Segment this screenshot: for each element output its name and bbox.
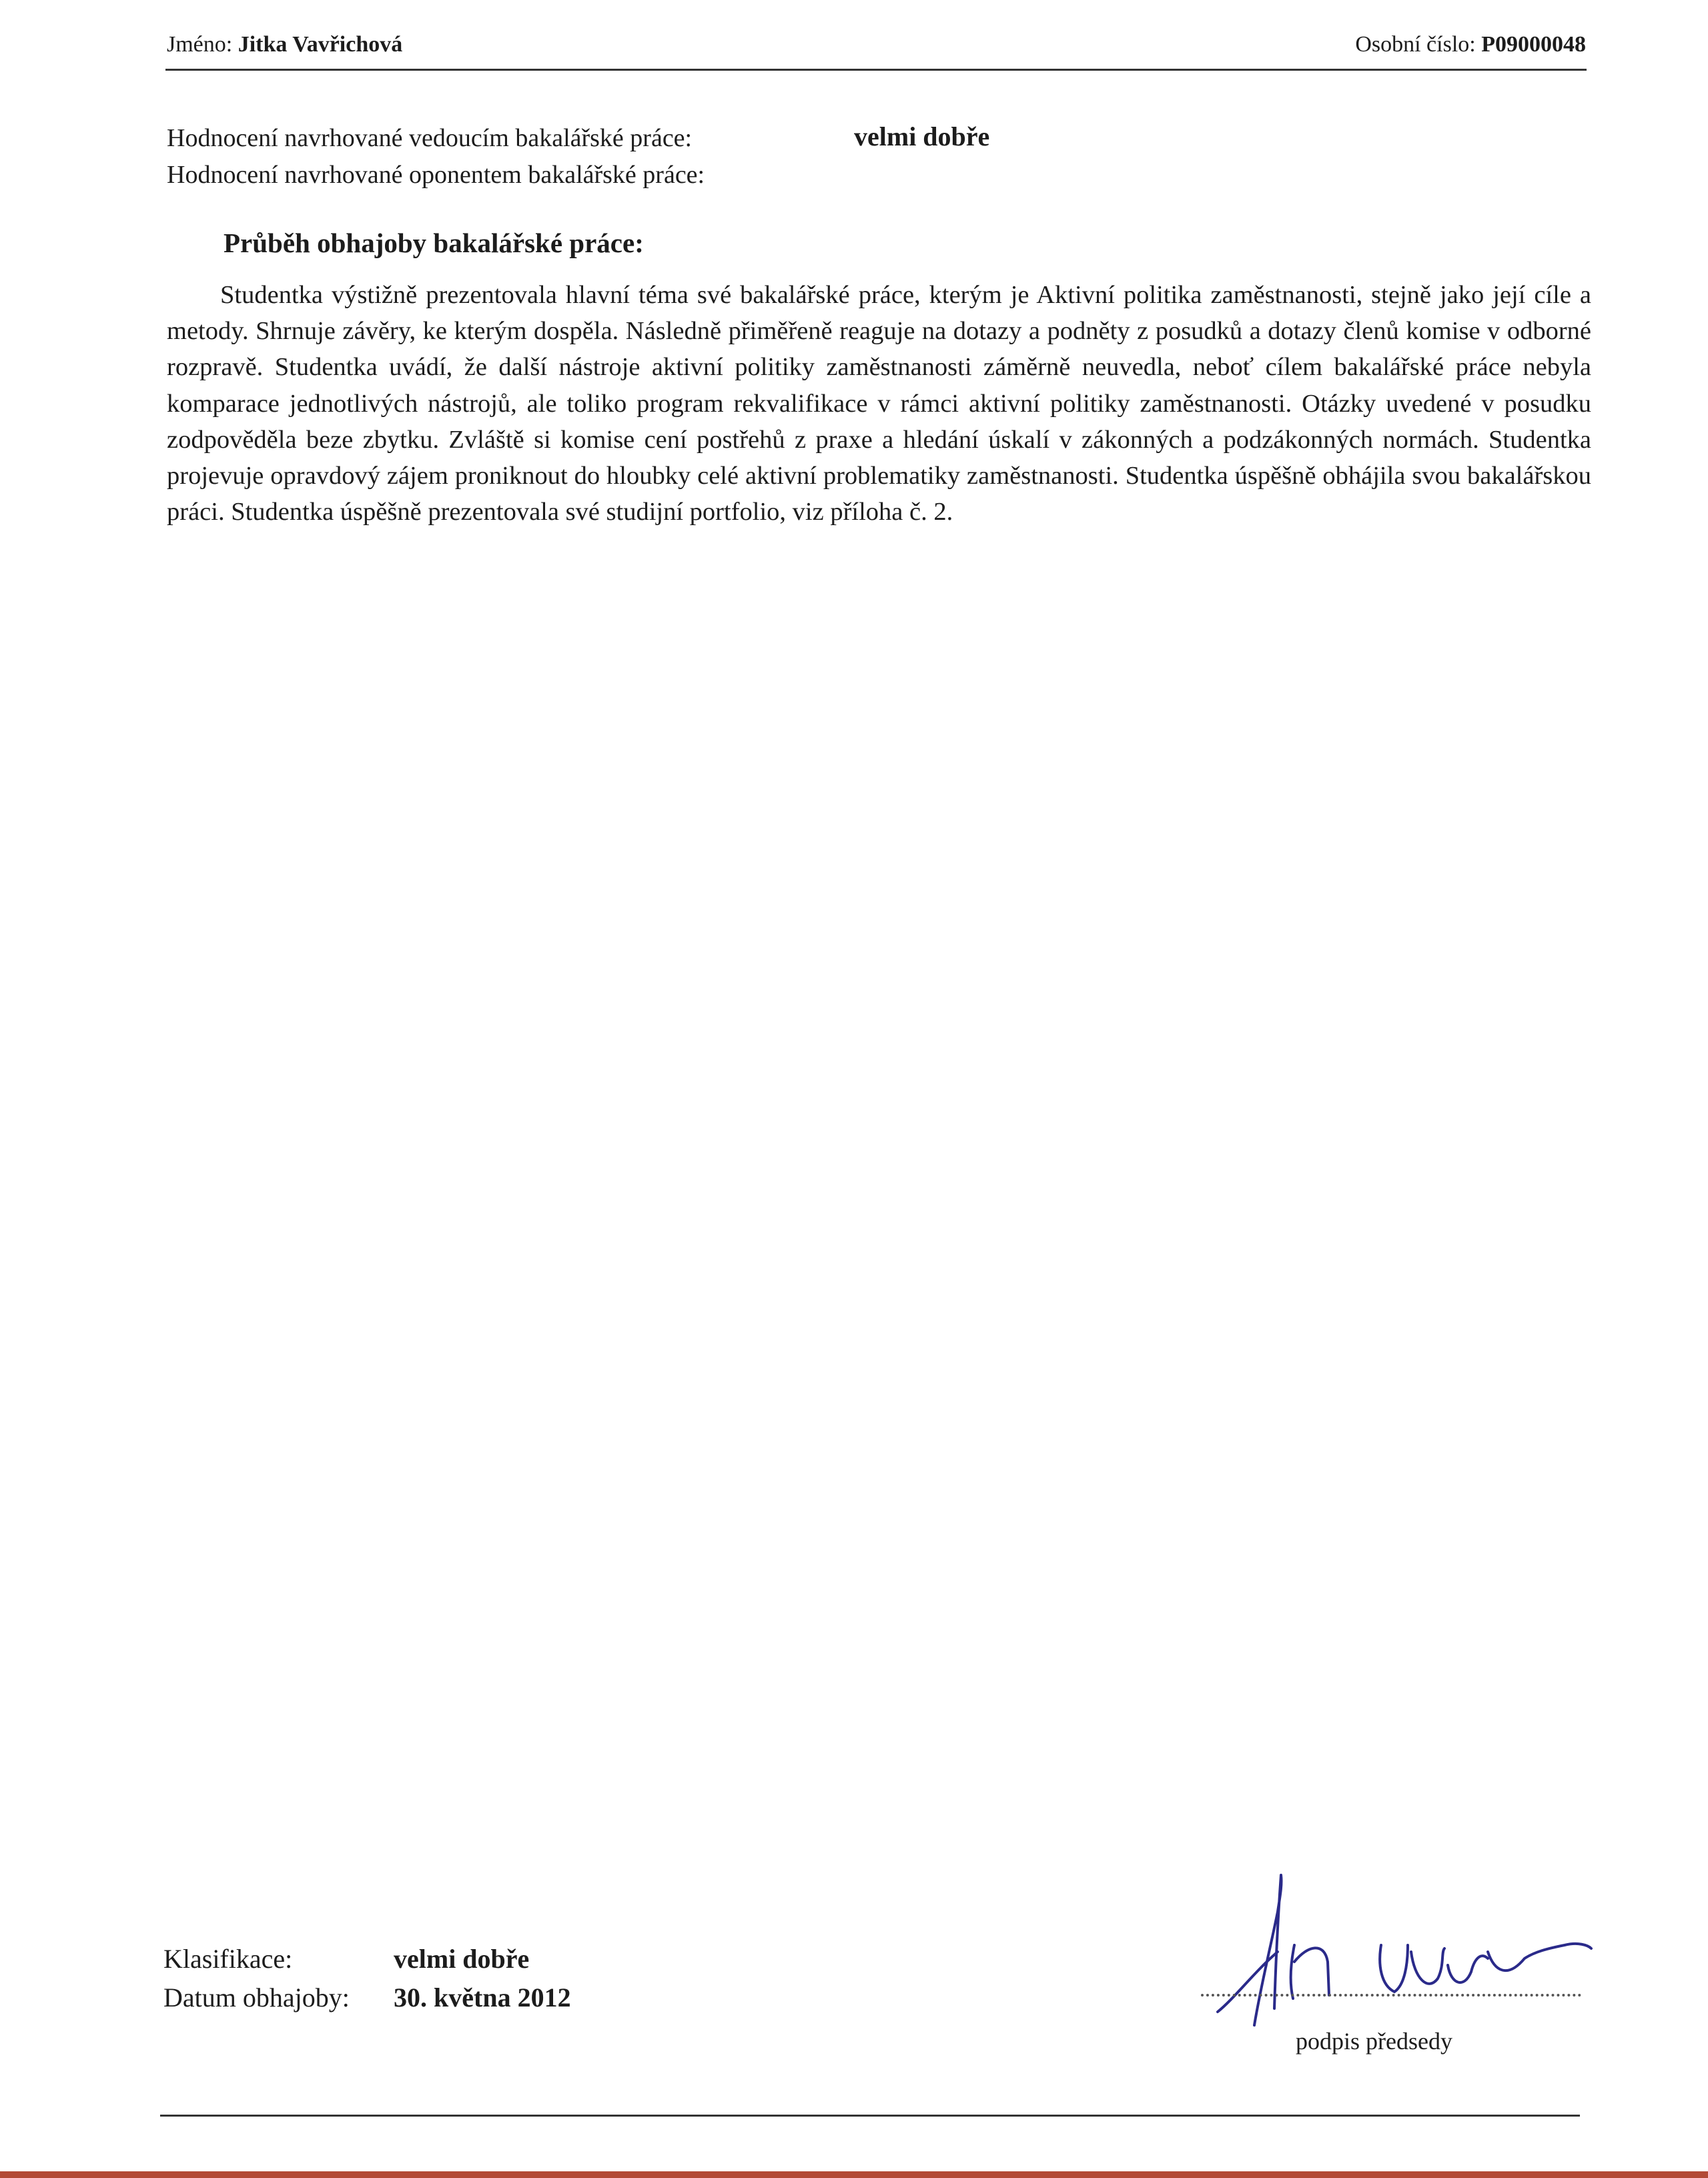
header-divider [165,69,1587,71]
supervisor-evaluation [167,121,990,153]
footer-divider [160,2115,1580,2117]
classification-value: velmi dobře [394,1944,530,1974]
date-label: Datum obhajoby: [163,1982,350,2013]
chairman-signature [1214,1872,1595,2039]
signature-strokes [1218,1875,1591,2025]
date-value: 30. května 2012 [394,1982,571,2013]
id-value: P09000048 [1481,32,1586,57]
scan-edge [0,2171,1708,2178]
id-label: Osobní číslo: [1355,32,1476,57]
defense-date-row [163,1982,571,2013]
defense-title: Průběh obhajoby bakalářské práce: [224,228,644,258]
supervisor-value: velmi dobře [854,121,990,151]
defense-paragraph [167,277,1591,530]
name-value: Jitka Vavřichová [238,32,403,57]
supervisor-label: Hodnocení navrhované vedoucím bakalářské práce: [167,124,693,152]
student-id [1355,32,1586,57]
defense-text: Studentka výstižně prezentovala hlavní téma své bakalářské práce, kterým je Aktivní politika zaměstnanosti, stejně jako její cíle a metody. Shrnuje závěry, ke kterým dospěla. Následně přiměřeně reaguje na dotazy a podněty z posudků a dotazy členů komise v odborné rozpravě. Studentka uvádí, že další nástroje aktivní politiky zaměstnanosti záměrně neuvedla, neboť cílem bakalářské práce nebyla komparace jednotlivých nástrojů, ale toliko program rekvalifikace v rámci aktivní politiky zaměstnanosti. Otázky uvedené v posudku zodpověděla beze zbytku. Zvláště si komise cení postřehů z praxe a hledání úskalí v zákonných a podzákonných normách. Studentka projevuje opravdový zájem proniknout do hloubky celé aktivní problematiky zaměstnanosti. Studentka úspěšně obhájila svou bakalářskou práci. Studentka úspěšně prezentovala své studijní portfolio, viz příloha č. 2. [167,281,1591,526]
classification-row [163,1943,530,1974]
classification-label: Klasifikace: [163,1944,293,1974]
signature-caption: podpis předsedy [1296,2028,1452,2055]
student-name [167,32,402,57]
signature-line [1201,1994,1581,1996]
name-label: Jméno: [167,32,233,57]
opponent-evaluation [167,160,705,190]
opponent-label: Hodnocení navrhované oponentem bakalářské práce: [167,161,705,189]
